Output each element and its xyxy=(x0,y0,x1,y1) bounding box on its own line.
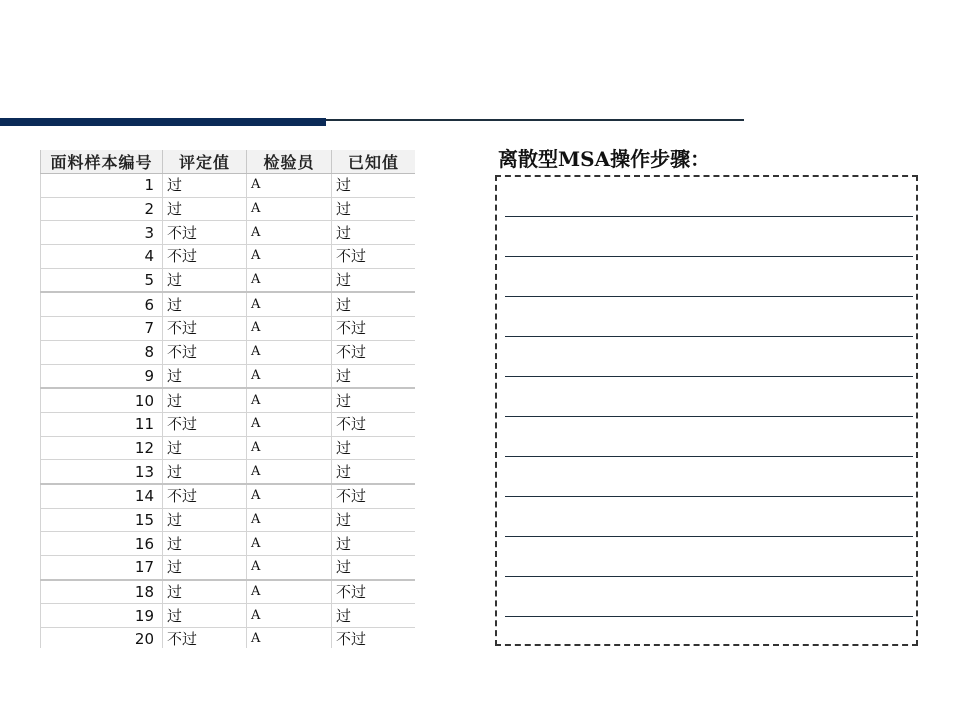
cell-sample-id: 1 xyxy=(41,174,163,198)
table-row xyxy=(41,556,416,580)
cell-inspector: A xyxy=(247,484,332,508)
cell-known-value: 不过 xyxy=(332,340,416,364)
column-header-sample-id: 面料样本编号 xyxy=(41,150,163,174)
cell-inspector: A xyxy=(247,268,332,292)
cell-known-value: 过 xyxy=(332,174,416,198)
cell-sample-id: 17 xyxy=(41,556,163,580)
table-row xyxy=(41,484,416,508)
cell-inspector: A xyxy=(247,340,332,364)
cell-sample-id: 6 xyxy=(41,292,163,316)
steps-answer-box xyxy=(495,175,918,646)
cell-sample-id: 4 xyxy=(41,245,163,269)
cell-inspector: A xyxy=(247,221,332,245)
cell-sample-id: 13 xyxy=(41,460,163,484)
blank-writing-line xyxy=(505,336,913,337)
table-row xyxy=(41,245,416,269)
cell-known-value: 过 xyxy=(332,268,416,292)
cell-rating: 不过 xyxy=(163,628,247,648)
cell-known-value: 过 xyxy=(332,364,416,388)
column-header-rating: 评定值 xyxy=(163,150,247,174)
table-row xyxy=(41,292,416,316)
cell-sample-id: 18 xyxy=(41,580,163,604)
cell-known-value: 过 xyxy=(332,436,416,460)
cell-inspector: A xyxy=(247,197,332,221)
cell-sample-id: 16 xyxy=(41,532,163,556)
cell-inspector: A xyxy=(247,532,332,556)
column-header-inspector: 检验员 xyxy=(247,150,332,174)
cell-inspector: A xyxy=(247,604,332,628)
cell-known-value: 不过 xyxy=(332,245,416,269)
cell-sample-id: 3 xyxy=(41,221,163,245)
cell-rating: 不过 xyxy=(163,484,247,508)
cell-rating: 不过 xyxy=(163,245,247,269)
table-row xyxy=(41,460,416,484)
cell-sample-id: 11 xyxy=(41,412,163,436)
cell-rating: 不过 xyxy=(163,340,247,364)
table-row xyxy=(41,412,416,436)
cell-rating: 过 xyxy=(163,460,247,484)
table-row xyxy=(41,317,416,341)
cell-sample-id: 19 xyxy=(41,604,163,628)
cell-rating: 不过 xyxy=(163,317,247,341)
cell-known-value: 不过 xyxy=(332,484,416,508)
cell-inspector: A xyxy=(247,174,332,198)
table-row xyxy=(41,174,416,198)
cell-known-value: 不过 xyxy=(332,580,416,604)
table-row xyxy=(41,221,416,245)
cell-inspector: A xyxy=(247,580,332,604)
cell-inspector: A xyxy=(247,556,332,580)
cell-sample-id: 5 xyxy=(41,268,163,292)
cell-sample-id: 7 xyxy=(41,317,163,341)
blank-writing-line xyxy=(505,296,913,297)
cell-inspector: A xyxy=(247,292,332,316)
cell-sample-id: 2 xyxy=(41,197,163,221)
cell-rating: 过 xyxy=(163,580,247,604)
table-row xyxy=(41,532,416,556)
column-header-known-value: 已知值 xyxy=(332,150,416,174)
cell-inspector: A xyxy=(247,364,332,388)
cell-known-value: 不过 xyxy=(332,412,416,436)
table-row xyxy=(41,436,416,460)
cell-rating: 过 xyxy=(163,364,247,388)
table-row xyxy=(41,340,416,364)
header-rule-line xyxy=(326,119,744,121)
cell-sample-id: 15 xyxy=(41,508,163,532)
blank-writing-line xyxy=(505,376,913,377)
cell-inspector: A xyxy=(247,628,332,648)
cell-rating: 过 xyxy=(163,174,247,198)
cell-known-value: 过 xyxy=(332,460,416,484)
table-row xyxy=(41,268,416,292)
msa-data-table-container xyxy=(40,150,415,648)
cell-inspector: A xyxy=(247,317,332,341)
cell-sample-id: 9 xyxy=(41,364,163,388)
cell-rating: 过 xyxy=(163,388,247,412)
table-row xyxy=(41,364,416,388)
cell-known-value: 过 xyxy=(332,292,416,316)
table-row xyxy=(41,628,416,648)
table-row xyxy=(41,580,416,604)
cell-rating: 不过 xyxy=(163,412,247,436)
cell-known-value: 过 xyxy=(332,197,416,221)
cell-rating: 过 xyxy=(163,268,247,292)
cell-known-value: 不过 xyxy=(332,317,416,341)
blank-writing-line xyxy=(505,496,913,497)
blank-writing-line xyxy=(505,416,913,417)
cell-rating: 过 xyxy=(163,556,247,580)
cell-known-value: 不过 xyxy=(332,628,416,648)
cell-inspector: A xyxy=(247,388,332,412)
cell-sample-id: 14 xyxy=(41,484,163,508)
cell-inspector: A xyxy=(247,460,332,484)
cell-known-value: 过 xyxy=(332,556,416,580)
cell-sample-id: 10 xyxy=(41,388,163,412)
cell-sample-id: 8 xyxy=(41,340,163,364)
cell-rating: 过 xyxy=(163,508,247,532)
table-body xyxy=(41,174,416,649)
cell-rating: 过 xyxy=(163,532,247,556)
cell-rating: 过 xyxy=(163,604,247,628)
blank-writing-line xyxy=(505,216,913,217)
cell-known-value: 过 xyxy=(332,508,416,532)
steps-title: 离散型MSA操作步骤： xyxy=(498,147,711,171)
table-row xyxy=(41,197,416,221)
blank-writing-line xyxy=(505,456,913,457)
cell-inspector: A xyxy=(247,508,332,532)
cell-rating: 过 xyxy=(163,197,247,221)
cell-known-value: 过 xyxy=(332,532,416,556)
blank-writing-line xyxy=(505,616,913,617)
table-row xyxy=(41,388,416,412)
cell-sample-id: 20 xyxy=(41,628,163,648)
cell-inspector: A xyxy=(247,412,332,436)
header-accent-bar xyxy=(0,118,326,126)
cell-rating: 过 xyxy=(163,292,247,316)
blank-writing-line xyxy=(505,576,913,577)
cell-inspector: A xyxy=(247,436,332,460)
msa-data-table xyxy=(40,150,415,648)
cell-inspector: A xyxy=(247,245,332,269)
cell-known-value: 过 xyxy=(332,221,416,245)
table-header-row xyxy=(41,150,416,174)
cell-rating: 不过 xyxy=(163,221,247,245)
cell-known-value: 过 xyxy=(332,388,416,412)
blank-writing-line xyxy=(505,536,913,537)
table-row xyxy=(41,508,416,532)
cell-known-value: 过 xyxy=(332,604,416,628)
table-row xyxy=(41,604,416,628)
cell-sample-id: 12 xyxy=(41,436,163,460)
blank-writing-line xyxy=(505,256,913,257)
cell-rating: 过 xyxy=(163,436,247,460)
